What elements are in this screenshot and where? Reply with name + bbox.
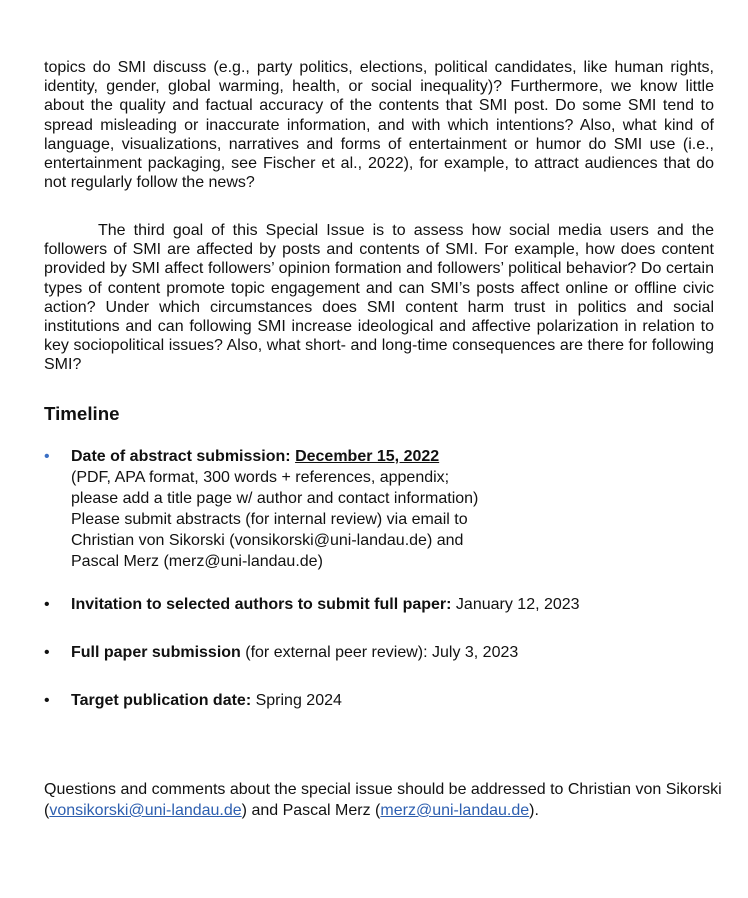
abstract-deadline-line xyxy=(71,446,724,467)
timeline-item-publication xyxy=(44,690,724,711)
closing-paragraph xyxy=(44,779,724,821)
paragraph-third-goal: The third goal of this Special Issue is to assess how social media users and the followers of SMI are affected by posts and contents of SMI. For example, how does content provided by SMI affect followers’ opinion formation and followers’ political behavior? Do certain types of content promote topic engagement and can SMI’s posts affect online or offline civic action? Under which circumstances does SMI content harm trust in politics and social institutions and can following SMI increase ideological and affective polarization in relation to key sociopolitical issues? Also, what short- and long-time consequences are there for following SMI? xyxy=(44,222,714,374)
publication-label: Target publication date: xyxy=(71,692,252,709)
abstract-detail-2: please add a title page w/ author and contact information) xyxy=(71,490,479,507)
timeline-heading: Timeline xyxy=(44,403,120,424)
closing-text-b: ) and Pascal Merz ( xyxy=(241,802,381,819)
bullet-icon: • xyxy=(44,596,50,613)
abstract-detail-1: (PDF, APA format, 300 words + references, appendix; xyxy=(71,469,450,486)
paragraph-smi-topics: topics do SMI discuss (e.g., party politics, elections, political candidates, like human rights, identity, gender, global warming, health, or social inequality)? Furthermore, we know little about the quality and factual accuracy of the contents that SMI post. Do some SMI tend to spread misleading or inaccurate information, and with which intentions? Also, what kind of language, visualizations, narratives and forms of entertainment or humor do SMI use (i.e., entertainment packaging, see Fischer et al., 2022), for example, to attract audiences that do not regularly follow the news? xyxy=(44,59,714,192)
invitation-date: January 12, 2023 xyxy=(451,596,580,613)
timeline-item-full-paper xyxy=(44,642,724,663)
abstract-label: Date of abstract submission: xyxy=(71,448,291,465)
bullet-icon: • xyxy=(44,448,50,465)
email-link-vonsikorski[interactable]: vonsikorski@uni-landau.de xyxy=(49,802,242,819)
publication-date: Spring 2024 xyxy=(251,692,342,709)
full-paper-date: (for external peer review): July 3, 2023 xyxy=(240,644,519,661)
abstract-detail-3: Please submit abstracts (for internal review) via email to xyxy=(71,511,468,528)
closing-text-a: Questions and comments about the special issue should be addressed to Christian von Sikorski ( xyxy=(44,781,722,819)
abstract-detail-4: Christian von Sikorski (vonsikorski@uni-landau.de) and xyxy=(71,532,464,549)
bullet-icon: • xyxy=(44,692,50,709)
timeline-list xyxy=(44,446,724,711)
invitation-label: Invitation to selected authors to submit full paper: xyxy=(71,596,452,613)
abstract-date: December 15, 2022 xyxy=(295,448,440,465)
closing-text-c: ). xyxy=(529,802,539,819)
bullet-icon: • xyxy=(44,644,50,661)
full-paper-label: Full paper submission xyxy=(71,644,241,661)
email-link-merz[interactable]: merz@uni-landau.de xyxy=(380,802,530,819)
timeline-item-abstract xyxy=(44,446,724,572)
timeline-item-invitation xyxy=(44,594,724,615)
abstract-detail-5: Pascal Merz (merz@uni-landau.de) xyxy=(71,553,323,570)
